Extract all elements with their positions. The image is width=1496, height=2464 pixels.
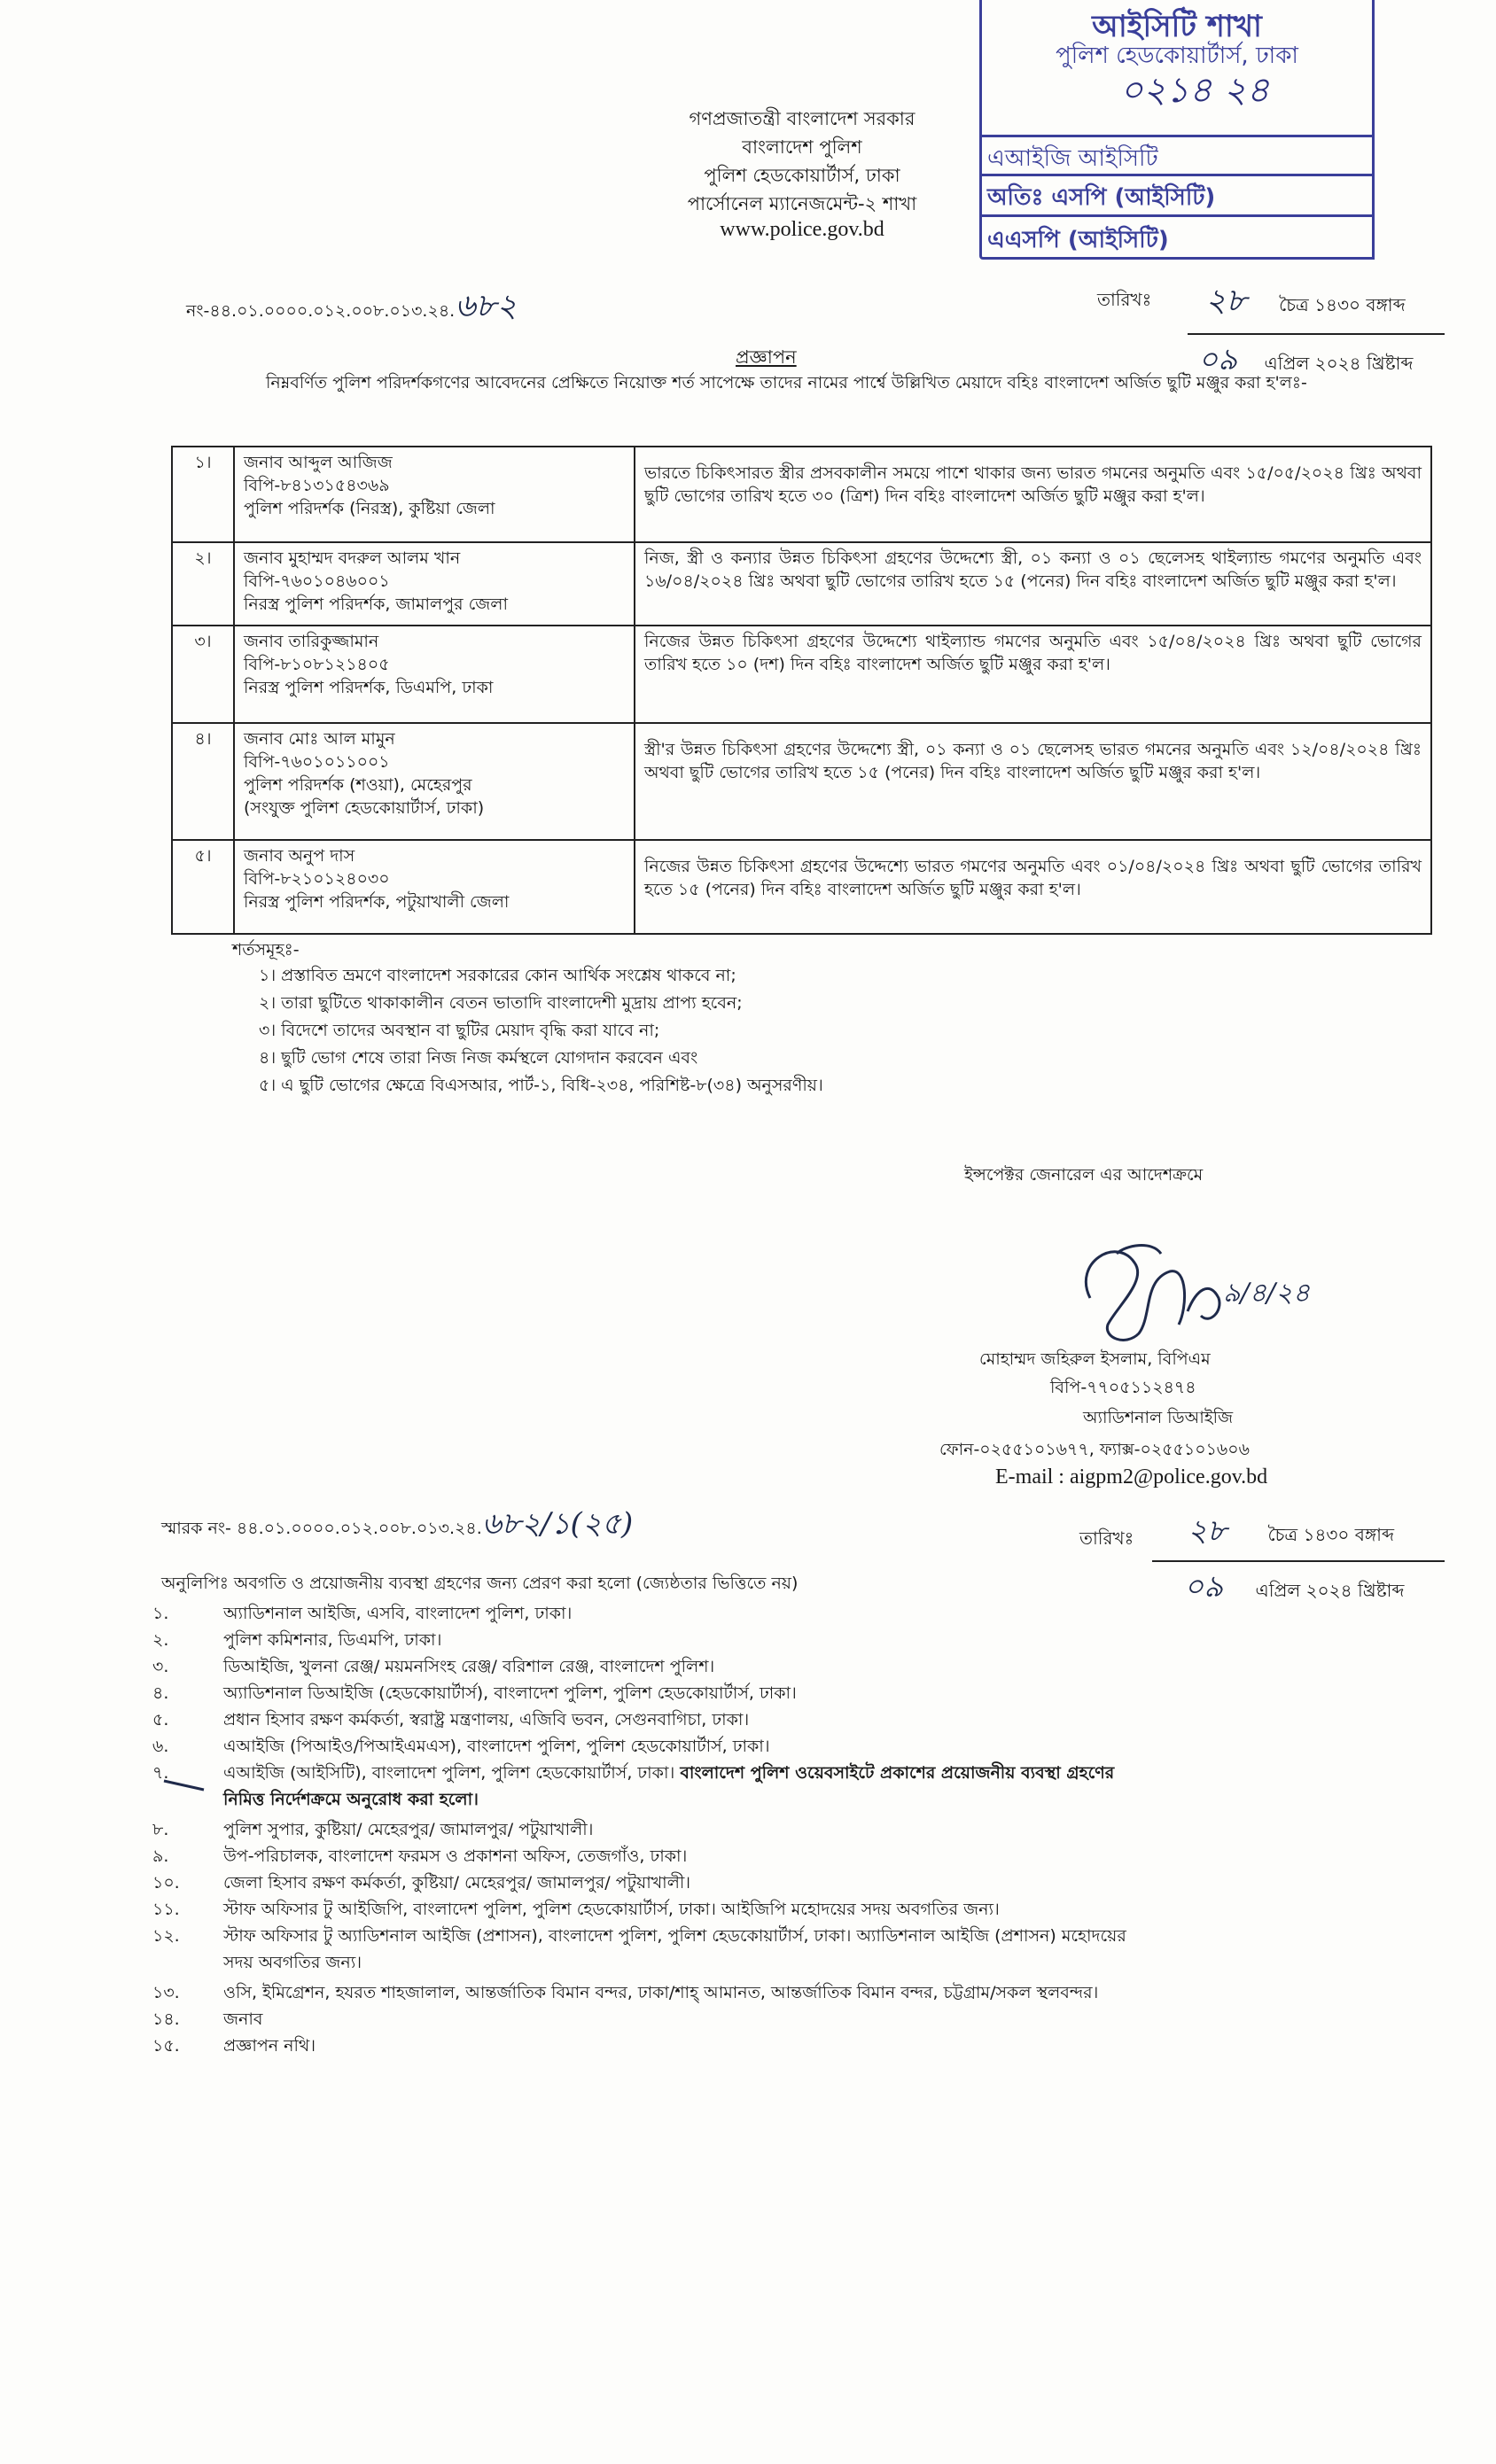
signatory-phone: ফোন-০২৫৫১০১৬৭৭, ফ্যাক্স-০২৫৫১০১৬০৬ [939,1440,1250,1459]
date-bn-rest: চৈত্র ১৪৩০ বঙ্গাব্দ [1279,294,1406,315]
memo-number [186,282,517,335]
copy-text: পুলিশ কমিশনার, ডিএমপি, ঢাকা। [223,1630,442,1650]
signatory-email: E-mail : aigpm2@police.gov.bd [995,1465,1268,1489]
copy-text: অ্যাডিশনাল আইজি, এসবি, বাংলাদেশ পুলিশ, ঢাকা। [223,1604,573,1623]
date2-en-rest: এপ্রিল ২০২৪ খ্রিষ্টাব্দ [1255,1580,1405,1601]
copy-number: ১১. [152,1900,180,1919]
copy-number: ৮. [152,1820,169,1839]
list-item [152,2034,316,2057]
condition-item: ৫। এ ছুটি ভোগের ক্ষেত্রে বিএসআর, পার্ট-১, বিধি-২৩৪, পরিশিষ্ট-৮(৩৪) অনুসরণীয়। [259,1076,823,1095]
copy-number: ৩. [152,1657,169,1676]
condition-item: ৩। বিদেশে তাদের অবস্থান বা ছুটির মেয়াদ বৃদ্ধি করা যাবে না; [259,1021,660,1040]
row-officer [234,542,635,626]
copy-text: স্টাফ অফিসার টু অ্যাডিশনাল আইজি (প্রশাসন), বাংলাদেশ পুলিশ, পুলিশ হেডকোয়ার্টার্স, ঢাকা। অ্যাডিশনাল আইজি (প্রশাসন) মহোদয়ের [223,1926,1126,1946]
ict-receipt-stamp [979,0,1375,260]
date2-bn-rest: চৈত্র ১৪৩০ বঙ্গাব্দ [1267,1524,1395,1545]
officer-bp: বিপি-৮১০৮১২১৪০৫ [244,655,390,674]
officer-post: নিরস্ত্র পুলিশ পরিদর্শক, ডিএমপি, ঢাকা [244,678,494,697]
list-item [152,1981,1098,2004]
signatory-designation: অ্যাডিশনাল ডিআইজি [1083,1408,1234,1427]
list-item [152,1761,1114,1784]
table-row [172,723,1431,840]
row-serial: ৪। [172,723,234,840]
copy-number: ১০. [152,1873,180,1893]
stamp-title: আইসিটি শাখা [1092,9,1262,44]
stamp-row-asp: এএসপি (আইসিটি) [987,227,1169,253]
memo2-number-handwritten: ৬৮২/১(২৫) [481,1506,634,1542]
officer-attached: (সংযুক্ত পুলিশ হেডকোয়ার্টার্স, ঢাকা) [244,798,485,818]
notification-intro: নিম্নবর্ণিত পুলিশ পরিদর্শকগণের আবেদনের প্রেক্ষিতে নিয়োক্ত শর্ত সাপেক্ষে তাদের নামের পার্শ্বে উল্লিখিত মেয়াদে বহিঃ বাংলাদেশ অর্জিত ছুটি মঞ্জুর করা হ'লঃ- [266,373,1307,393]
copy-text: অ্যাডিশনাল ডিআইজি (হেডকোয়ার্টার্স), বাংলাদেশ পুলিশ, পুলিশ হেডকোয়ার্টার্স, ঢাকা। [223,1683,797,1703]
copy-number: ৬. [152,1737,169,1756]
stamp-row-addl-sp: অতিঃ এসপি (আইসিটি) [987,184,1216,211]
memo-date-label: তারিখঃ [1097,289,1152,310]
header-website: www.police.gov.bd [720,218,884,241]
header-police: বাংলাদেশ পুলিশ [742,136,862,158]
condition-item: ৪। ছুটি ভোগ শেষে তারা নিজ নিজ কর্মস্থলে যোগদান করবেন এবং [259,1048,698,1068]
row-serial: ৫। [172,840,234,934]
copy-number: ২. [152,1630,169,1650]
table-row [172,840,1431,934]
officer-bp: বিপি-৮৪১৩১৫৪৩৬৯ [244,476,390,495]
row-serial: ১। [172,447,234,542]
memo2-number-text: স্মারক নং- ৪৪.০১.০০০০.০১২.০০৮.০১৩.২৪. [161,1519,482,1538]
row-officer [234,626,635,723]
officer-post: পুলিশ পরিদর্শক (শওয়া), মেহেরপুর [244,775,472,795]
stamp-row-aig: এআইজি আইসিটি [987,145,1158,172]
officer-name: জনাব অনুপ দাস [244,846,355,866]
table-row [172,447,1431,542]
officer-name: জনাব আব্দুল আজিজ [244,453,393,472]
row-officer [234,723,635,840]
copy-text: জেলা হিসাব রক্ষণ কর্মকর্তা, কুষ্টিয়া/ মেহেরপুর/ জামালপুর/ পটুয়াখালী। [223,1873,691,1893]
header-govt: গণপ্রজাতন্ত্রী বাংলাদেশ সরকার [689,108,916,129]
row-details: নিজের উন্নত চিকিৎসা গ্রহণের উদ্দেশ্যে ভারত গমণের অনুমতি এবং ০১/০৪/২০২৪ খ্রিঃ অথবা ছুটি ভোগের তারিখ হতে ১৫ (পনের) দিন বহিঃ বাংলাদেশ অর্জিত ছুটি মঞ্জুর করা হ'ল। [635,840,1431,934]
header-hq: পুলিশ হেডকোয়ার্টার্স, ঢাকা [704,165,900,186]
order-line: ইন্সপেক্টর জেনারেল এর আদেশক্রমে [964,1165,1204,1185]
leave-table [171,446,1432,935]
officer-post: পুলিশ পরিদর্শক (নিরস্ত্র), কুষ্টিয়া জেলা [244,499,495,518]
list-item [152,1898,1000,1921]
officer-post: নিরস্ত্র পুলিশ পরিদর্শক, পটুয়াখালী জেলা [244,892,510,912]
copy-text: পুলিশ সুপার, কুষ্টিয়া/ মেহেরপুর/ জামালপুর/ পটুয়াখালী। [223,1820,594,1839]
check-mark-icon [160,1772,213,1799]
copy-number: ৪. [152,1683,169,1703]
signatory-name: মোহাম্মদ জহিরুল ইসলাম, বিপিএম [979,1349,1211,1369]
officer-bp: বিপি-৭৬০১০৪৬০০১ [244,571,390,591]
conditions-heading: শর্তসমূহঃ- [232,940,300,960]
copy-text: প্রধান হিসাব রক্ষণ কর্মকর্তা, স্বরাষ্ট্র মন্ত্রণালয়, এজিবি ভবন, সেগুনবাগিচা, ঢাকা। [223,1710,750,1729]
date-bn-day: ২৮ [1205,283,1247,319]
row-serial: ৩। [172,626,234,723]
copy-number: ৭. [152,1763,169,1783]
date2-bn-day: ২৮ [1188,1513,1227,1549]
copy-text: এআইজি (পিআইও/পিআইএমএস), বাংলাদেশ পুলিশ, পুলিশ হেডকোয়ার্টার্স, ঢাকা। [223,1737,770,1756]
officer-post: নিরস্ত্র পুলিশ পরিদর্শক, জামালপুর জেলা [244,595,508,614]
copy-text-continued: নিমিত্ত নির্দেশক্রমে অনুরোধ করা হলো। [223,1790,479,1809]
conditions-list [259,962,823,1100]
list-item [152,1708,749,1731]
date-en-day: ০৯ [1198,342,1238,377]
table-row [172,626,1431,723]
officer-bp: বিপি-৮২১০১২৪০৩০ [244,869,390,889]
copy-text: উপ-পরিচালক, বাংলাদেশ ফরমস ও প্রকাশনা অফিস, তেজগাঁও, ঢাকা। [223,1846,688,1866]
condition-item: ১। প্রস্তাবিত ভ্রমণে বাংলাদেশ সরকারের কোন আর্থিক সংশ্লেষ থাকবে না; [259,966,736,985]
copy-number: ১৩. [152,1983,180,2002]
date-en-rest: এপ্রিল ২০২৪ খ্রিষ্টাব্দ [1264,353,1414,374]
row-officer [234,447,635,542]
list-item [152,1845,687,1868]
memo2-date [1152,1508,1445,1614]
officer-name: জনাব মোঃ আল মামুন [244,729,395,749]
signatory-bp: বিপি-৭৭০৫১১২৪৭৪ [1050,1378,1196,1397]
signature-date: ৯/৪/২৪ [1223,1278,1311,1309]
copy-text: প্রজ্ঞাপন নথি। [223,2036,316,2056]
copy-text: ডিআইজি, খুলনা রেঞ্জ/ ময়মনসিংহ রেঞ্জ/ বরিশাল রেঞ্জ, বাংলাদেশ পুলিশ। [223,1657,715,1676]
row-details: নিজের উন্নত চিকিৎসা গ্রহণের উদ্দেশ্যে থাইল্যান্ড গমণের অনুমতি এবং ১৫/০৪/২০২৪ খ্রিঃ অথবা ছুটি ভোগের তারিখ হতে ১০ (দশ) দিন বহিঃ বাংলাদেশ অর্জিত ছুটি মঞ্জুর করা হ'ল। [635,626,1431,723]
list-item [152,1735,770,1758]
row-details: স্ত্রী'র উন্নত চিকিৎসা গ্রহণের উদ্দেশ্যে স্ত্রী, ০১ কন্যা ও ০১ ছেলেসহ ভারত গমনের অনুমতি এবং ১২/০৪/২০২৪ খ্রিঃ অথবা ছুটি ভোগের তারিখ হতে ১৫ (পনের) দিন বহিঃ বাংলাদেশ অর্জিত ছুটি মঞ্জুর করা হ'ল। [635,723,1431,840]
stamp-number: ০২১৪ ২৪ [1119,70,1270,111]
list-item [152,1655,714,1678]
condition-item: ২। তারা ছুটিতে থাকাকালীন বেতন ভাতাদি বাংলাদেশী মুদ্রায় প্রাপ্য হবেন; [259,993,743,1013]
copy-text: জনাব [223,2009,263,2029]
header-branch: পার্সোনেল ম্যানেজমেন্ট-২ শাখা [687,193,917,214]
copy-number: ১২. [152,1926,180,1946]
date2-en-day: ০৯ [1184,1569,1224,1605]
officer-bp: বিপি-৭৬০১০১১০০১ [244,752,390,772]
memo2-number [161,1501,633,1551]
officer-name: জনাব তারিকুজ্জামান [244,632,379,651]
copy-text: স্টাফ অফিসার টু আইজিপি, বাংলাদেশ পুলিশ, পুলিশ হেডকোয়ার্টার্স, ঢাকা। আইজিপি মহোদয়ের সদয় অবগতির জন্য। [223,1900,1000,1919]
copy-text-continued: সদয় অবগতির জন্য। [223,1953,362,1972]
copy-number: ৯. [152,1846,169,1866]
row-serial: ২। [172,542,234,626]
list-item [152,1924,1126,1947]
copy-text-bold: বাংলাদেশ পুলিশ ওয়েবসাইটে প্রকাশের প্রয়োজনীয় ব্যবস্থা গ্রহণের [680,1763,1115,1783]
copy-number: ১. [152,1604,169,1623]
officer-name: জনাব মুহাম্মদ বদরুল আলম খান [244,548,461,568]
list-item [152,1602,572,1625]
list-item [152,1871,690,1894]
memo-number-text: নং-৪৪.০১.০০০০.০১২.০০৮.০১৩.২৪. [186,301,456,321]
copy-number: ৫. [152,1710,169,1729]
row-details: নিজ, স্ত্রী ও কন্যার উন্নত চিকিৎসা গ্রহণের উদ্দেশ্যে স্ত্রী, ০১ কন্যা ও ০১ ছেলেসহ থাইল্যান্ড গমণের অনুমতি এবং ১৬/০৪/২০২৪ খ্রিঃ অথবা ছুটি ভোগের তারিখ হতে ১৫ (পনের) দিন বহিঃ বাংলাদেশ অর্জিত ছুটি মঞ্জুর করা হ'ল। [635,542,1431,626]
memo2-date-label: তারিখঃ [1079,1527,1134,1549]
stamp-subtitle: পুলিশ হেডকোয়ার্টার্স, ঢাকা [1056,43,1298,69]
list-item [152,2008,262,2031]
row-officer [234,840,635,934]
copy-number: ১৪. [152,2009,180,2029]
copy-text: ওসি, ইমিগ্রেশন, হযরত শাহজালাল, আন্তর্জাতিক বিমান বন্দর, ঢাকা/শাহ্ আমানত, আন্তর্জাতিক বিমান বন্দর, চট্টগ্রাম/সকল স্থলবন্দর। [223,1983,1099,2002]
notification-title: প্রজ্ঞাপন [736,346,797,368]
list-item [152,1818,593,1841]
list-item [152,1628,441,1652]
list-item [152,1682,797,1705]
row-details: ভারতে চিকিৎসারত স্ত্রীর প্রসবকালীন সময়ে পাশে থাকার জন্য ভারত গমনের অনুমতি এবং ১৫/০৫/২০২৪ খ্রিঃ অথবা ছুটি ভোগের তারিখ হতে ৩০ (ত্রিশ) দিন বহিঃ বাংলাদেশ অর্জিত ছুটি মঞ্জুর করা হ'ল। [635,447,1431,542]
copy-number: ১৫. [152,2036,180,2056]
copy-text: এআইজি (আইসিটি), বাংলাদেশ পুলিশ, পুলিশ হেডকোয়ার্টার্স, ঢাকা। [223,1763,675,1783]
table-row [172,542,1431,626]
memo-number-handwritten: ৬৮২ [455,288,518,324]
copies-intro: অনুলিপিঃ অবগতি ও প্রয়োজনীয় ব্যবস্থা গ্রহণের জন্য প্রেরণ করা হলো (জ্যেষ্ঠতার ভিত্তিতে নয়) [161,1574,799,1593]
